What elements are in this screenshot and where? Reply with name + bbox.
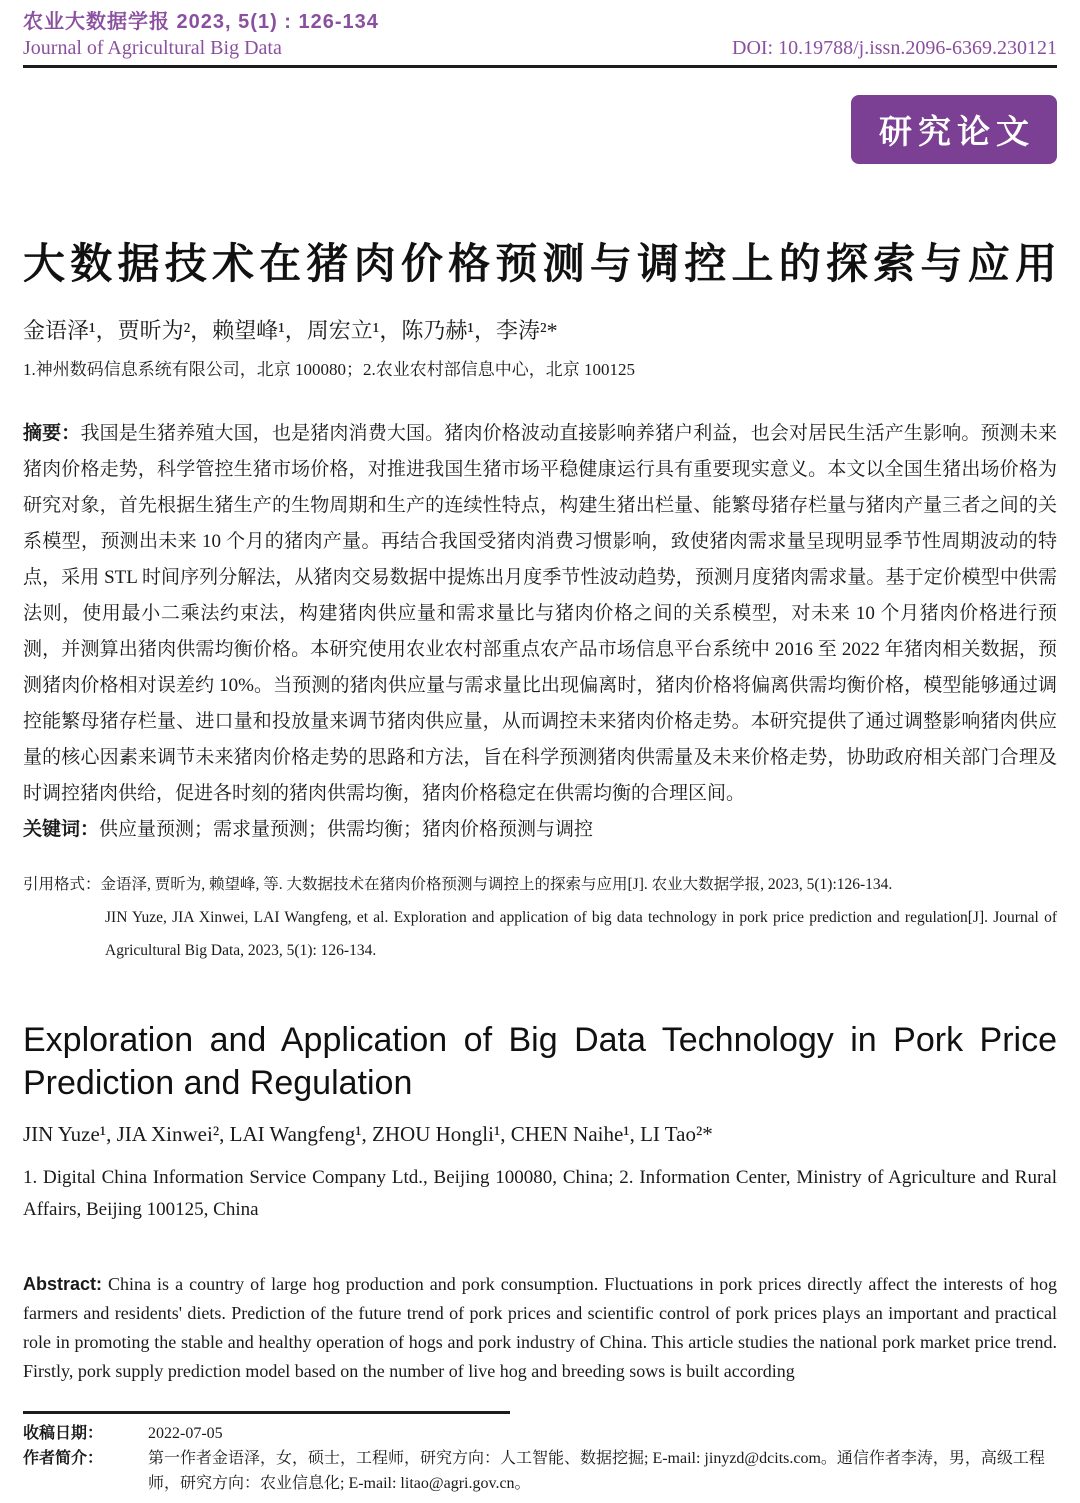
article-title-cn: 大数据技术在猪肉价格预测与调控上的探索与应用 <box>23 240 1057 287</box>
keywords-label: 关键词： <box>23 819 100 840</box>
citation-block <box>23 868 1057 967</box>
journal-title-en: Journal of Agricultural Big Data <box>23 37 282 59</box>
citation-cn <box>23 868 1057 901</box>
keywords-line <box>23 812 1057 848</box>
masthead-divider <box>23 65 1057 68</box>
abstract-cn <box>23 416 1057 812</box>
affiliations-cn: 1.神州数码信息系统有限公司，北京 100080；2.农业农村部信息中心，北京 100125 <box>23 360 635 379</box>
abstract-text-en: China is a country of large hog production and pork consumption. Fluctuations in pork prices directly affect the interests of hog farmers and residents' diets. Prediction of the future trend of pork prices and scientific control of pork prices plays an important and practical role in promoting the stable and healthy operation of hogs and pork industry of China. This article studies the national pork market price trend. Firstly, pork supply prediction model based on the number of live hog and breeding sows is built according <box>23 1274 1058 1381</box>
masthead-row <box>23 36 1057 60</box>
abstract-en <box>23 1270 1057 1386</box>
bio-label: 作者简介： <box>23 1450 104 1467</box>
doi-text: DOI: 10.19788/j.issn.2096-6369.230121 <box>732 37 1057 59</box>
citation-text-cn: 金语泽, 贾昕为, 赖望峰, 等. 大数据技术在猪肉价格预测与调控上的探索与应用[J]. 农业大数据学报, 2023, 5(1):126-134. <box>100 876 893 893</box>
abstract-label-en: Abstract: <box>23 1274 103 1294</box>
title-en-line2: Prediction and Regulation <box>23 1064 413 1102</box>
abstract-label-cn: 摘要： <box>23 423 81 444</box>
bio-text: 第一作者金语泽，女，硕士，工程师，研究方向：人工智能、数据挖掘; E-mail: jinyzd@dcits.com。通信作者李涛，男，高级工程师，研究方向：农业信息化; E-mail: litao@agri.gov.cn。 <box>148 1450 1045 1492</box>
abstract-text-cn: 我国是生猪养殖大国，也是猪肉消费大国。猪肉价格波动直接影响养猪户利益，也会对居民生活产生影响。预测未来猪肉价格走势，科学管控生猪市场价格，对推进我国生猪市场平稳健康运行具有重要现实意义。本文以全国生猪出场价格为研究对象，首先根据生猪生产的生物周期和生产的连续性特点，构建生猪出栏量、能繁母猪存栏量与猪肉产量三者之间的关系模型，预测出未来 10 个月的猪肉产量。再结合我国受猪肉消费习惯影响，致使猪肉需求量呈现明显季节性周期波动的特点，采用 STL 时间序列分解法，从猪肉交易数据中提炼出月度季节性波动趋势，预测月度猪肉需求量。基于定价模型中供需法则，使用最小二乘法约束法，构建猪肉供应量和需求量比与猪肉价格之间的关系模型，对未来 10 个月猪肉价格进行预测，并测算出猪肉供需均衡价格。本研究使用农业农村部重点农产品市场信息平台系统中 2016 至 2022 年猪肉相关数据，预测猪肉价格相对误差约 10%。当预测的猪肉供应量与需求量比出现偏离时，猪肉价格将偏离供需均衡价格，模型能够通过调控能繁母猪存栏量、进口量和投放量来调节猪肉供应量，从而调控未来猪肉价格走势。本研究提供了通过调整影响猪肉供应量的核心因素来调节未来猪肉价格走势的思路和方法，旨在科学预测猪肉供需量及未来价格走势，协助政府相关部门合理及时调控猪肉供给，促进各时刻的猪肉供需均衡，猪肉价格稳定在供需均衡的合理区间。 <box>23 423 1057 804</box>
page-footer <box>23 1411 1057 1496</box>
citation-en: JIN Yuze, JIA Xinwei, LAI Wangfeng, et al. Exploration and application of big data technology in pork price prediction and regulation[J]. Journal of Agricultural Big Data, 2023, 5(1): 126-134. <box>105 909 1057 959</box>
journal-title-cn: 农业大数据学报 2023, 5(1) : 126-134 <box>23 11 379 33</box>
affiliations-en: 1. Digital China Information Service Company Ltd., Beijing 100080, China; 2. Information Center, Ministry of Agriculture and Rural Affairs, Beijing 100125, China <box>23 1167 1057 1220</box>
title-en-line1: Exploration and Application of Big Data Technology in Pork Price <box>23 1021 1057 1059</box>
author-bio-line <box>23 1446 1057 1496</box>
received-date-line <box>23 1421 1057 1446</box>
article-title-en <box>23 1019 1057 1105</box>
citation-label: 引用格式： <box>23 876 101 893</box>
authors-en: JIN Yuze¹, JIA Xinwei², LAI Wangfeng¹, ZHOU Hongli¹, CHEN Naihe¹, LI Tao²* <box>23 1122 713 1146</box>
badge-row <box>23 95 1057 164</box>
received-label: 收稿日期： <box>23 1425 104 1442</box>
keywords-text: 供应量预测；需求量预测；供需均衡；猪肉价格预测与调控 <box>99 819 594 840</box>
article-type-badge: 研究论文 <box>851 95 1057 164</box>
journal-masthead <box>23 10 1057 68</box>
footer-divider <box>23 1411 510 1414</box>
authors-cn: 金语泽¹，贾昕为²，赖望峰¹，周宏立¹，陈乃赫¹，李涛²* <box>23 318 558 343</box>
received-date: 2022-07-05 <box>148 1425 223 1442</box>
